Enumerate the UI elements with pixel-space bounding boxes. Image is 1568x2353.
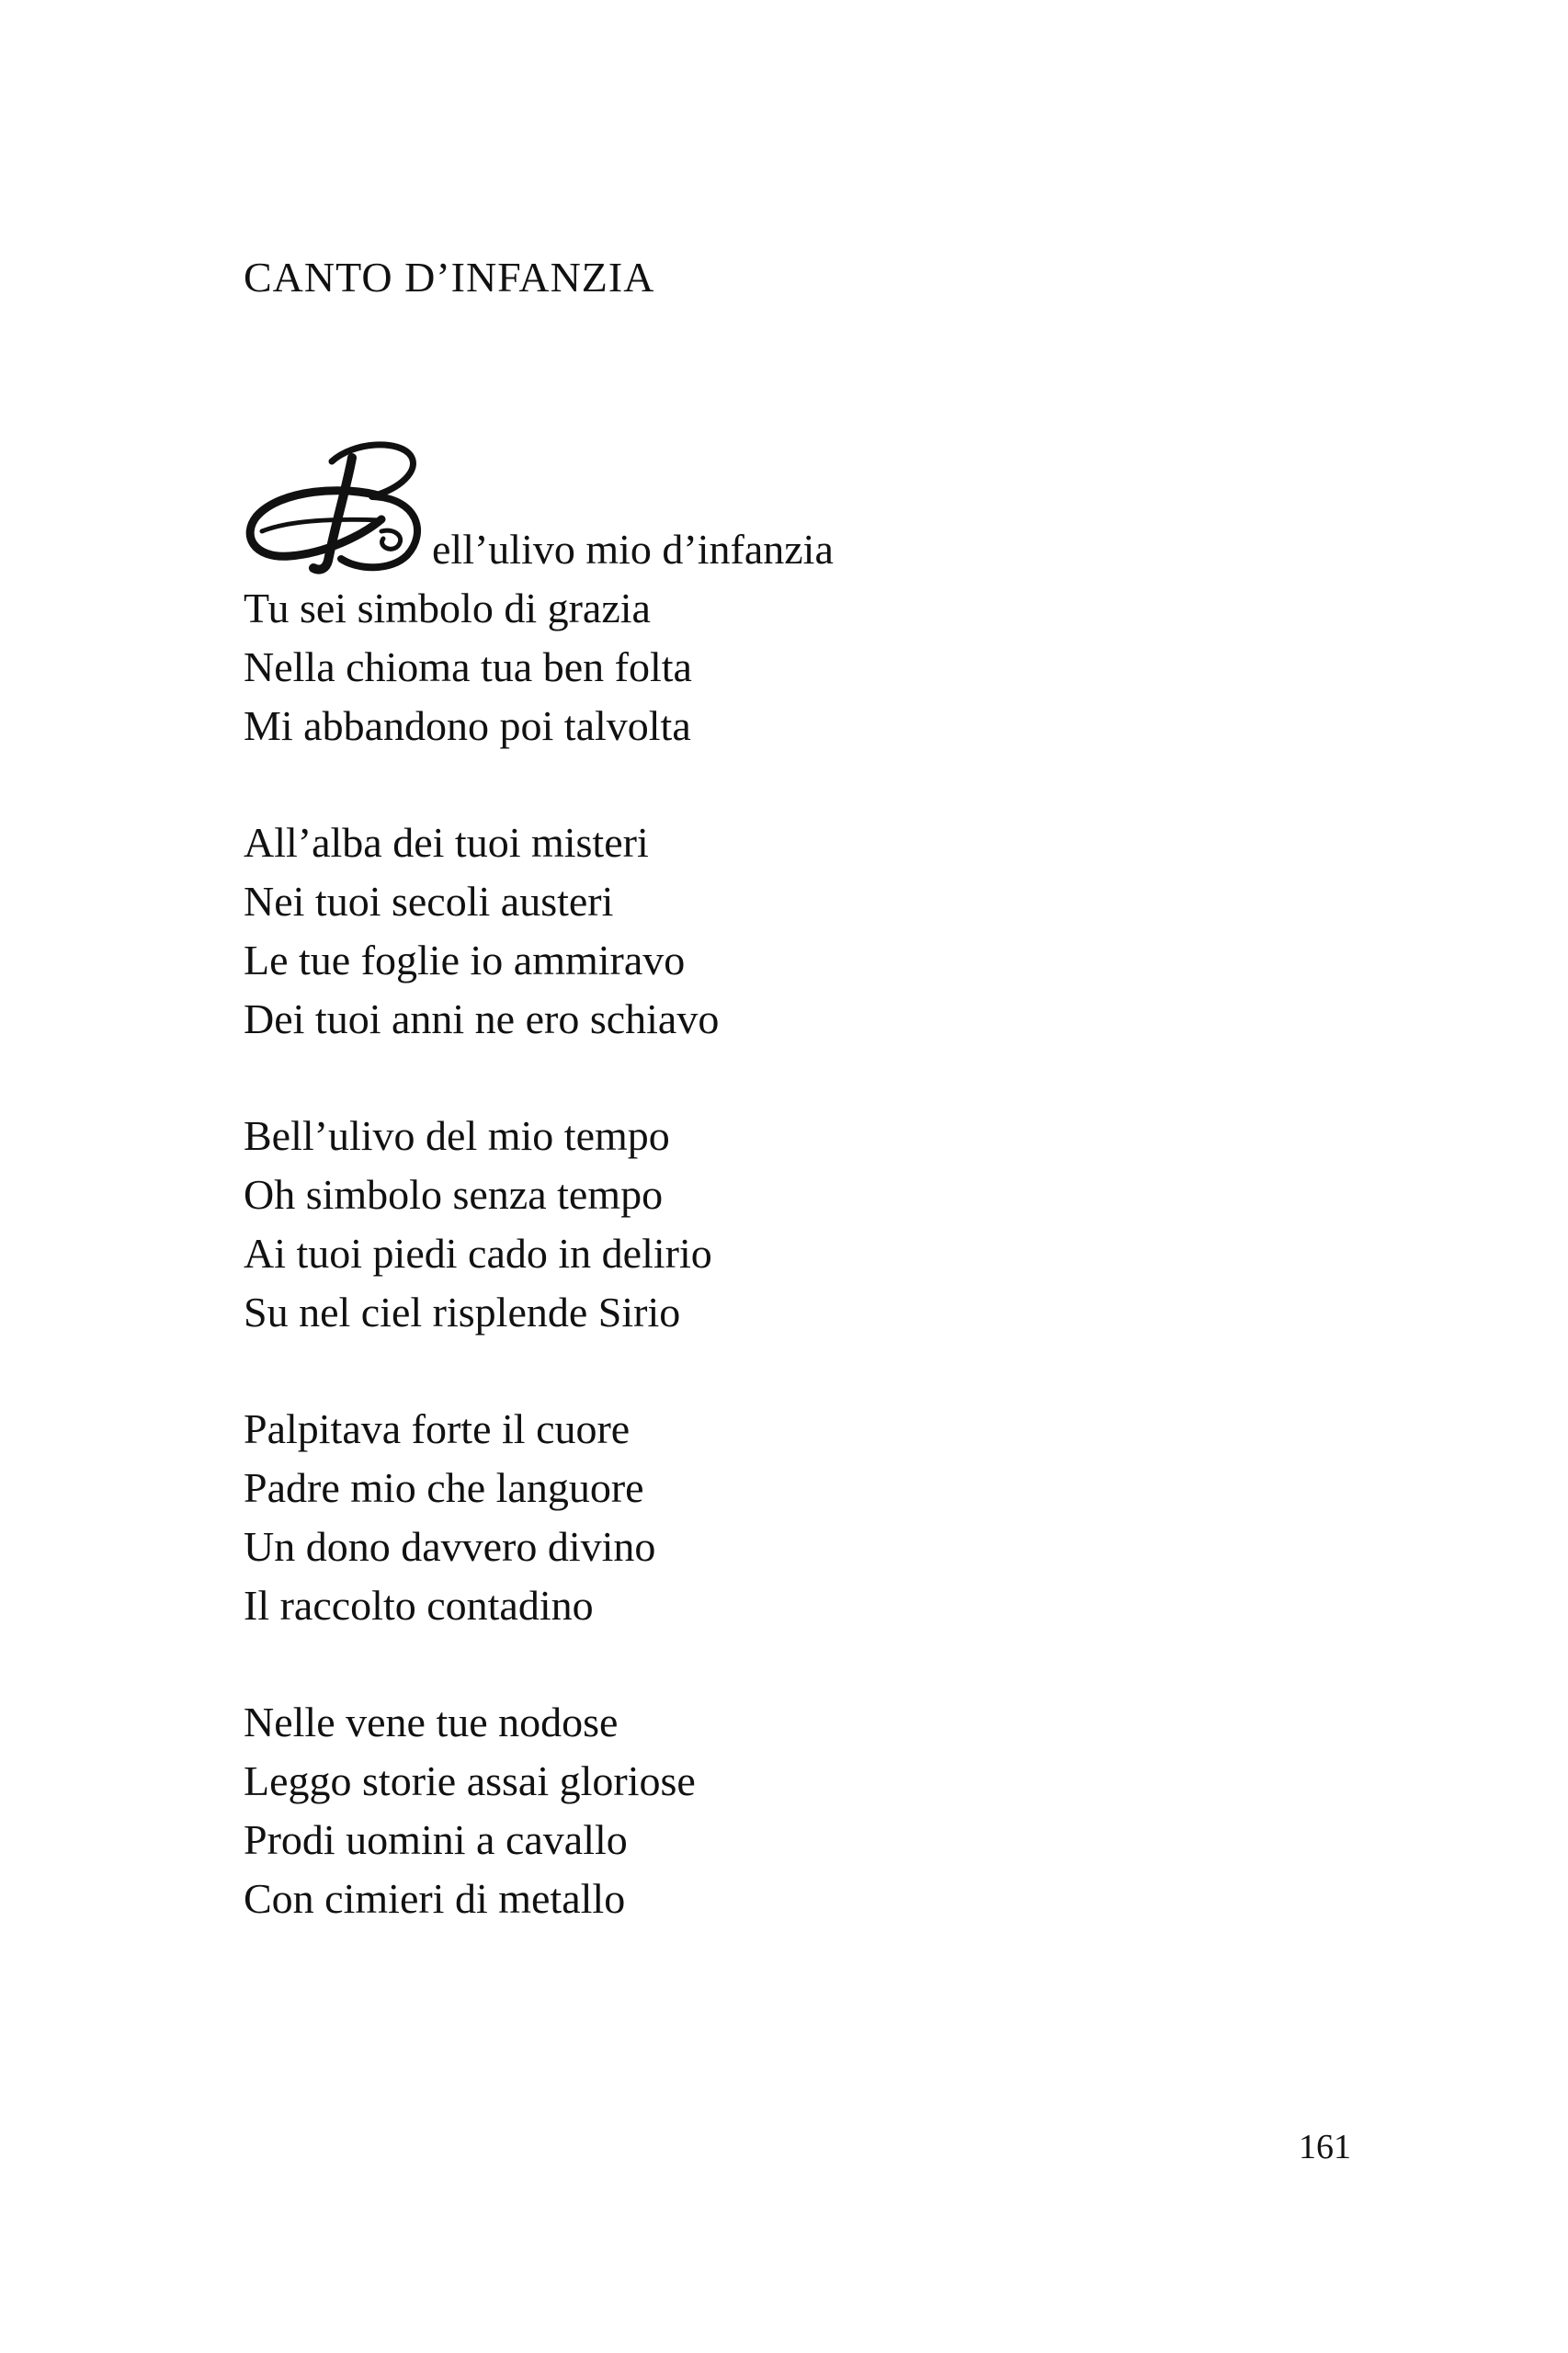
poem-line: Nei tuoi secoli austeri	[244, 878, 614, 925]
poem-line: Mi abbandono poi talvolta	[244, 702, 691, 749]
poem-line: Il raccolto contadino	[244, 1582, 594, 1629]
poem-line: Con cimieri di metallo	[244, 1875, 626, 1922]
poem-line: Oh simbolo senza tempo	[244, 1171, 664, 1218]
drop-cap-b	[244, 432, 437, 579]
first-line	[244, 432, 1346, 579]
poem-line: Bell’ulivo del mio tempo	[244, 1112, 670, 1159]
poem-line: Prodi uomini a cavallo	[244, 1816, 628, 1863]
poem-line: All’alba dei tuoi misteri	[244, 819, 649, 866]
page-number: 161	[1299, 2128, 1351, 2166]
poem-body	[244, 432, 1346, 1986]
poem-line: Padre mio che languore	[244, 1464, 644, 1511]
stanza-5	[244, 1693, 1346, 1928]
poem-line: Su nel ciel risplende Sirio	[244, 1289, 681, 1336]
poem-title: CANTO D’INFANZIA	[244, 254, 655, 301]
poem-line: Palpitava forte il cuore	[244, 1405, 631, 1452]
poem-line: Le tue foglie io ammiravo	[244, 937, 686, 983]
drop-cap-letter	[299, 432, 400, 570]
poem-line: Un dono davvero divino	[244, 1523, 656, 1570]
stanza-1	[244, 432, 1346, 756]
poem-line: Leggo storie assai gloriose	[244, 1757, 696, 1804]
stanza-2	[244, 813, 1346, 1049]
poem-line: Dei tuoi anni ne ero schiavo	[244, 995, 720, 1042]
poem-line: Nella chioma tua ben folta	[244, 643, 692, 690]
poem-line: Ai tuoi piedi cado in delirio	[244, 1230, 712, 1277]
first-line-text: ell’ulivo mio d’infanzia	[432, 526, 834, 573]
poem-line: Nelle vene tue nodose	[244, 1699, 619, 1745]
stanza-4	[244, 1400, 1346, 1635]
stanza-3	[244, 1107, 1346, 1342]
poem-line: Tu sei simbolo di grazia	[244, 585, 651, 631]
